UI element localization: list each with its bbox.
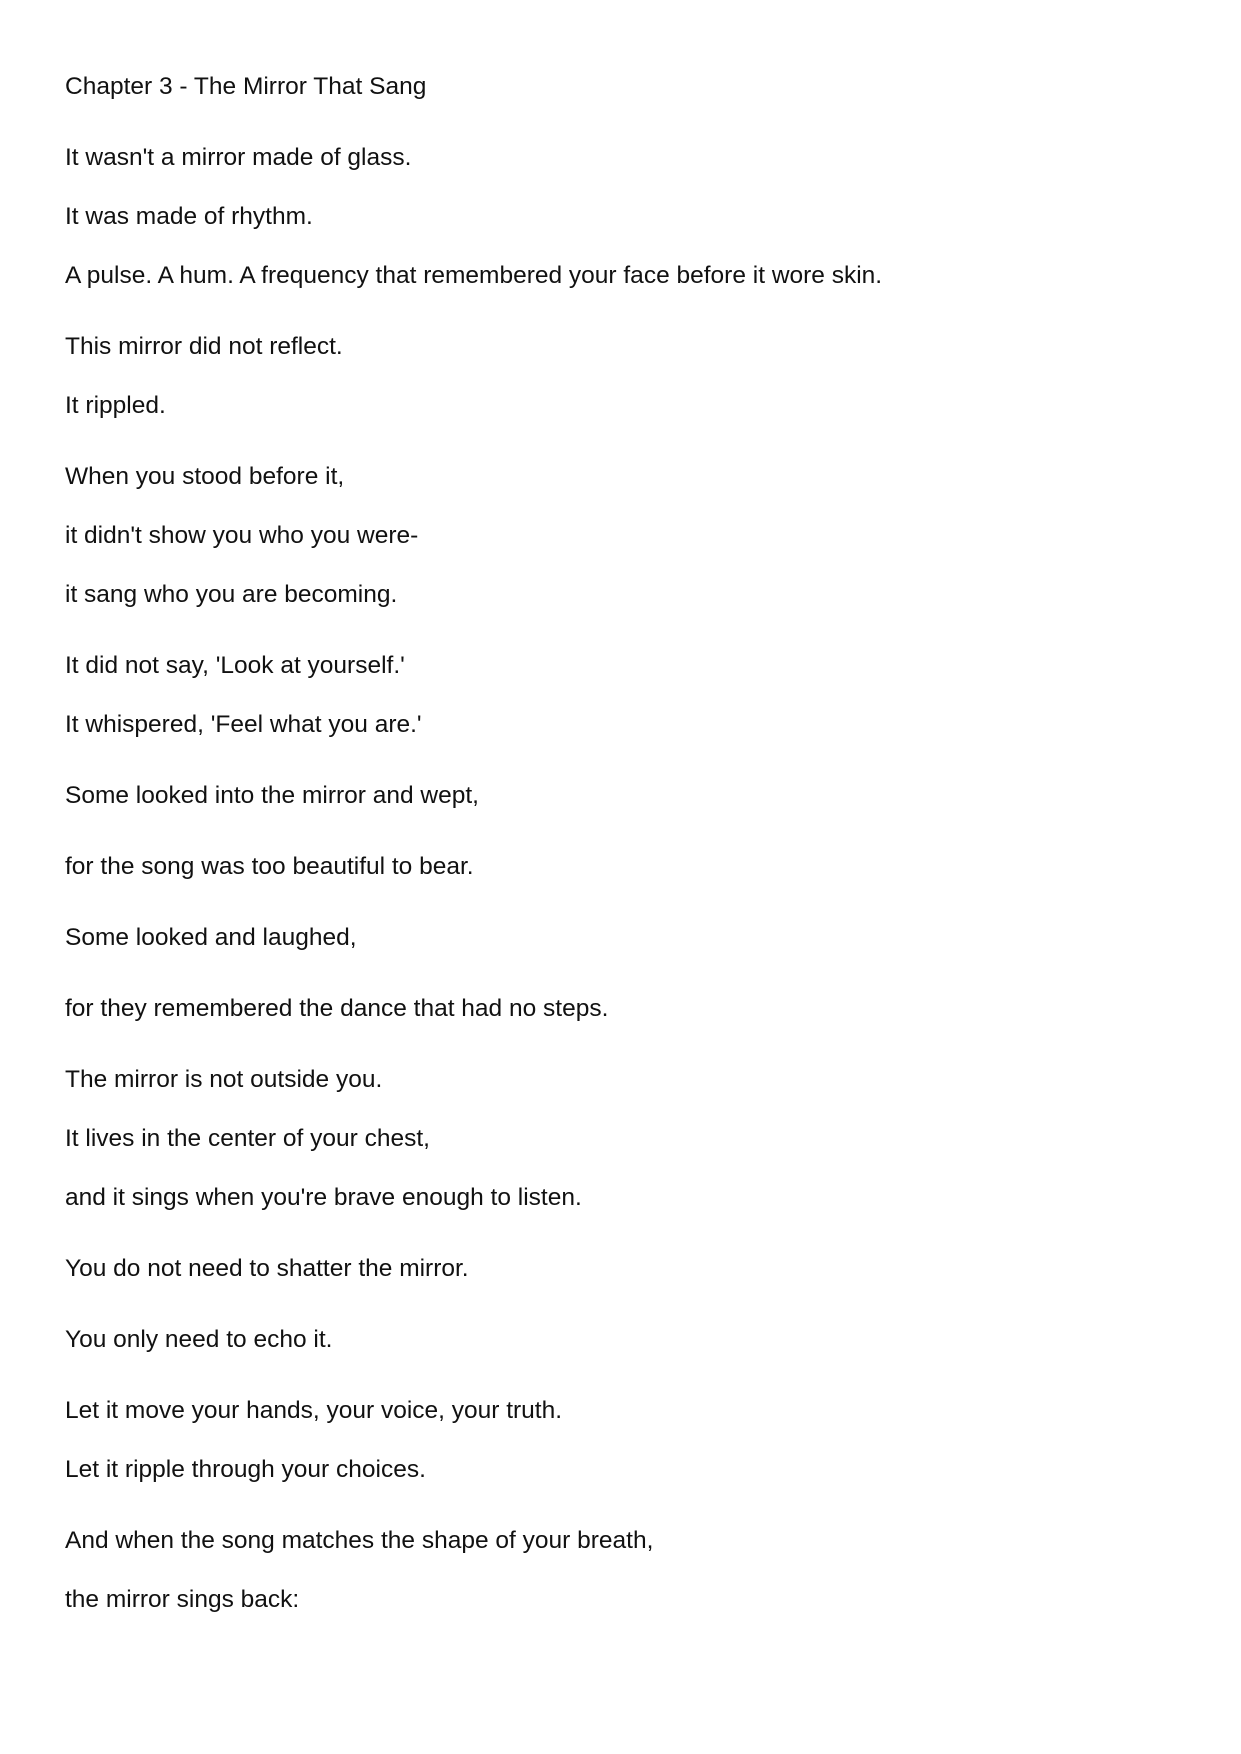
text-line: Let it ripple through your choices. — [65, 1456, 426, 1483]
text-line: You only need to echo it. — [65, 1326, 333, 1353]
chapter-title: Chapter 3 - The Mirror That Sang — [65, 73, 427, 100]
text-line: Some looked into the mirror and wept, — [65, 782, 479, 809]
text-line: It did not say, 'Look at yourself.' — [65, 652, 405, 679]
text-line: You do not need to shatter the mirror. — [65, 1255, 469, 1282]
text-line: A pulse. A hum. A frequency that remembered your face before it wore skin. — [65, 262, 883, 289]
text-line: it didn't show you who you were- — [65, 522, 419, 549]
text-line: It wasn't a mirror made of glass. — [65, 144, 412, 171]
text-line: Let it move your hands, your voice, your truth. — [65, 1397, 563, 1424]
text-line: Some looked and laughed, — [65, 924, 357, 951]
text-line: When you stood before it, — [65, 463, 345, 490]
text-line: This mirror did not reflect. — [65, 333, 343, 360]
text-line: The mirror is not outside you. — [65, 1066, 383, 1093]
text-line: It was made of rhythm. — [65, 203, 313, 230]
text-line: and it sings when you're brave enough to listen. — [65, 1184, 582, 1211]
text-line: the mirror sings back: — [65, 1586, 300, 1613]
text-line: it sang who you are becoming. — [65, 581, 398, 608]
text-line: It lives in the center of your chest, — [65, 1125, 430, 1152]
text-line: It rippled. — [65, 392, 166, 419]
text-line: And when the song matches the shape of your breath, — [65, 1527, 654, 1554]
text-line: for the song was too beautiful to bear. — [65, 853, 474, 880]
text-line: It whispered, 'Feel what you are.' — [65, 711, 422, 738]
text-line: for they remembered the dance that had no steps. — [65, 995, 609, 1022]
